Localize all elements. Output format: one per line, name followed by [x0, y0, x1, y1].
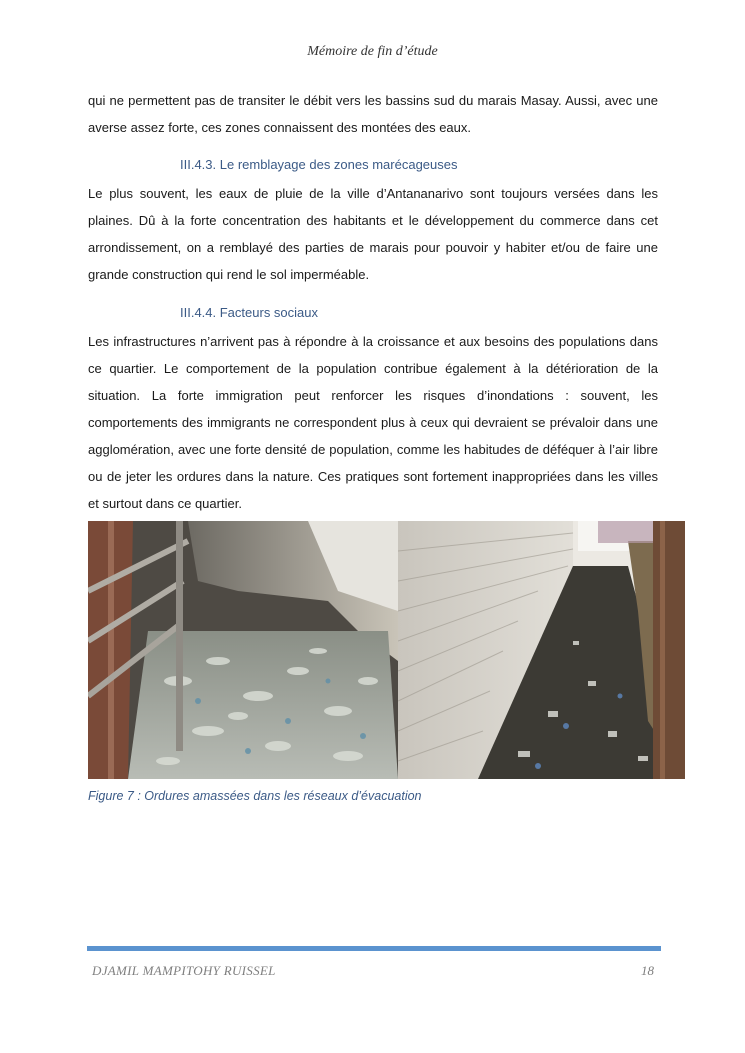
page-number: 18	[641, 963, 654, 978]
paragraph-facteurs-sociaux: Les infrastructures n’arrivent pas à répondre à la croissance et aux besoins des populations dans ce quartier. Le comportement de la population contribue également à la détérioration de la situation. La forte immigration peut renforcer les risques d’inondations : souvent, les comportements des immigrants ne correspondent plus à ceux qui devraient se prévaloir dans une agglomération, avec une forte densité de population, comme les habitudes de déféquer à l’air libre ou de jeter les ordures dans la nature. Ces pratiques sont fortement inappropriées dans les villes et surtout dans ce quartier.	[88, 334, 658, 511]
footer-rule	[87, 946, 661, 951]
paragraph-intro: qui ne permettent pas de transiter le débit vers les bassins sud du marais Masay. Aussi, avec une averse assez forte, ces zones connaissent des montées des eaux.	[88, 93, 658, 135]
heading-facteurs-sociaux: III.4.4. Facteurs sociaux	[180, 305, 319, 320]
paragraph-remblayage: Le plus souvent, les eaux de pluie de la ville d’Antananarivo sont toujours versées dans les plaines. Dû à la forte concentration des habitants et le développement du commerce dans cet arrondissement, on a remblayé des parties de marais pour pouvoir y habiter et/ou de faire une grande construction qui rend le sol imperméable.	[88, 186, 658, 282]
running-header: Mémoire de fin d’étude	[307, 44, 438, 59]
footer-author: DJAMIL MAMPITOHY RUISSEL	[92, 963, 276, 978]
figure-caption: Figure 7 : Ordures amassées dans les réseaux d’évacuation	[88, 789, 422, 803]
photo-bottles-canal	[88, 521, 398, 779]
heading-remblayage: III.4.3. Le remblayage des zones marécageuses	[180, 157, 458, 172]
photo-drainage-channel	[398, 521, 685, 779]
